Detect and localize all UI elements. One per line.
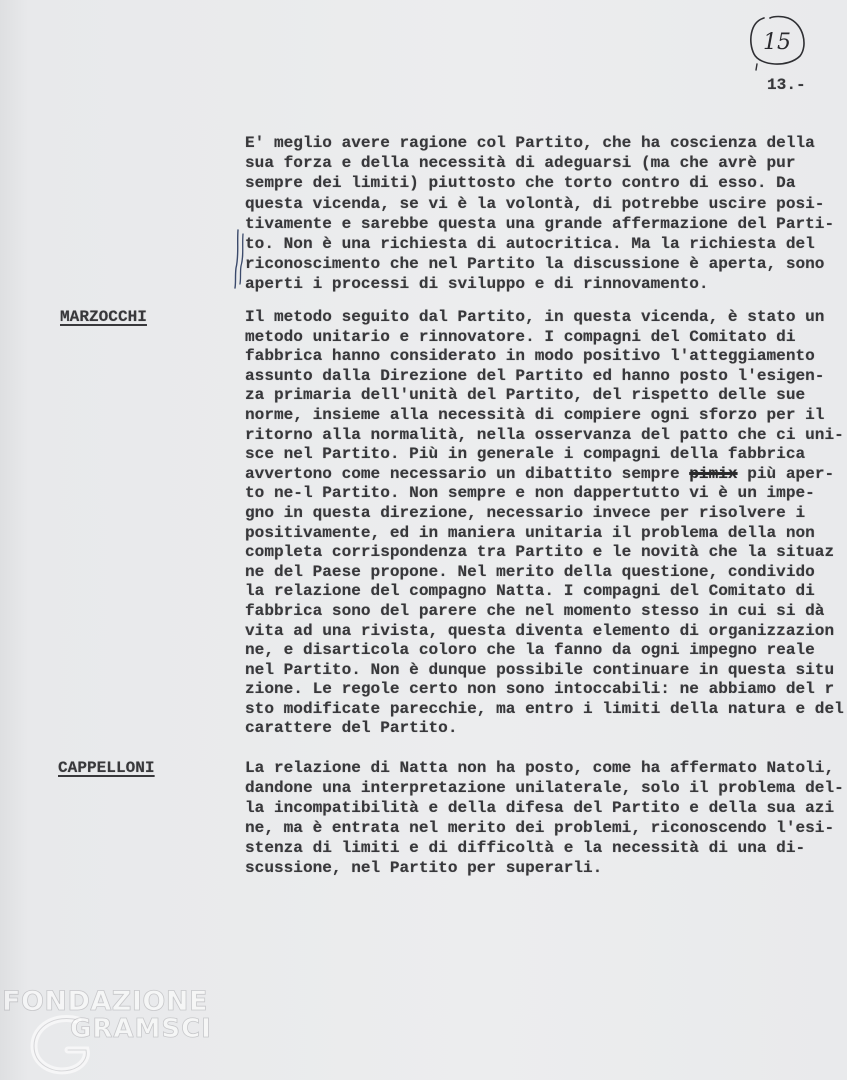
struck-text: pimix [689,464,738,483]
watermark-gramsci: GRAMSCI [70,1014,212,1044]
text-line [245,465,844,485]
text-line: La relazione di Natta non ha posto, come ha affermato Natoli, [245,759,835,777]
text-line: gno in questa direzione, necessario invece per risolvere i [245,503,806,522]
typed-page-number: 13.- [767,76,806,94]
text-line: completa corrispondenza tra Partito e le novità che la situaz [245,543,835,562]
text-line: nel Partito. Non è dunque possibile continuare in questa situ [245,660,835,679]
text-line: dandone una interpretazione unilaterale, solo il problema del- [245,779,844,798]
text-line: E' meglio avere ragione col Partito, che ha coscienza della [245,134,815,152]
text-line: vita ad una rivista, questa diventa elemento di organizzazion [245,621,835,640]
marzocchi-statement [245,308,844,739]
text-line: ritorno alla normalità, nella osservanza del patto che ci uni- [245,425,844,444]
text-line: assunto dalla Direzione del Partito ed hanno posto l'esigen- [245,366,825,385]
text-line: ne del Paese propone. Nel merito della questione, condivido [245,562,815,581]
text-line: fabbrica sono del parere che nel momento stesso in cui si dà [245,601,825,620]
text-line: norme, insieme alla necessità di compiere ogni sforzo per il [245,405,825,424]
text-line: tivamente e sarebbe questa una grande affermazione del Parti- [245,214,835,233]
speaker-label-marzocchi: MARZOCCHI [60,308,147,326]
text-line: za primaria dell'unità del Partito, del rispetto delle sue [245,386,806,405]
text-line: riconoscimento che nel Partito la discussione è aperta, sono [245,255,825,274]
text-line: questa vicenda, se vi è la volontà, di potrebbe uscire posi- [245,194,825,213]
text-line: ne, ma è entrata nel merito dei problemi, riconoscendo l'esi- [245,819,835,838]
text-line: to. Non è una richiesta di autocritica. Ma la richiesta del [245,235,815,254]
cappelloni-statement [245,758,844,879]
text-line: la relazione del compagno Natta. I compagni del Comitato di [245,582,815,601]
text-segment: avvertono come necessario un dibattito sempre [245,464,690,483]
watermark-fondazione: FONDAZIONE [2,986,208,1017]
text-line: aperti i processi di sviluppo e di rinnovamento. [245,275,709,294]
text-segment: più aper- [737,464,835,483]
text-line: metodo unitario e rinnovatore. I compagni del Comitato di [245,327,796,346]
text-line: positivamente, ed in maniera unitaria il problema della non [245,523,815,542]
text-line: scussione, nel Partito per superarli. [245,859,603,878]
text-line: to ne-l Partito. Non sempre e non dappertutto vi è un impe- [245,484,815,503]
text-line: sce nel Partito. Più in generale i compagni della fabbrica [245,445,806,464]
text-line: stenza di limiti e di difficoltà e la necessità di una di- [245,839,806,858]
text-line: la incompatibilità e della difesa del Partito e della sua azi [245,799,835,818]
text-line: sua forza e della necessità di adeguarsi (ma che avrè pur [245,154,796,173]
text-line: ne, e disarticola coloro che la fanno da ogni impegno reale [245,641,815,660]
text-line: sempre dei limiti) piuttosto che torto contro di esso. Da [245,174,796,193]
text-line: fabbrica hanno considerato in modo positivo l'atteggiamento [245,347,815,366]
text-line: Il metodo seguito dal Partito, in questa vicenda, è stato un [245,308,825,326]
opening-paragraph [245,133,834,295]
text-line: carattere del Partito. [245,719,458,738]
handwritten-page-number [744,12,808,72]
text-line: zione. Le regole certo non sono intoccabili: ne abbiamo del r [245,680,835,699]
handwritten-number-text: 15 [763,30,791,55]
text-line: sto modificate parecchie, ma entro i limiti della natura e del [245,699,844,718]
speaker-label-cappelloni: CAPPELLONI [58,759,155,777]
